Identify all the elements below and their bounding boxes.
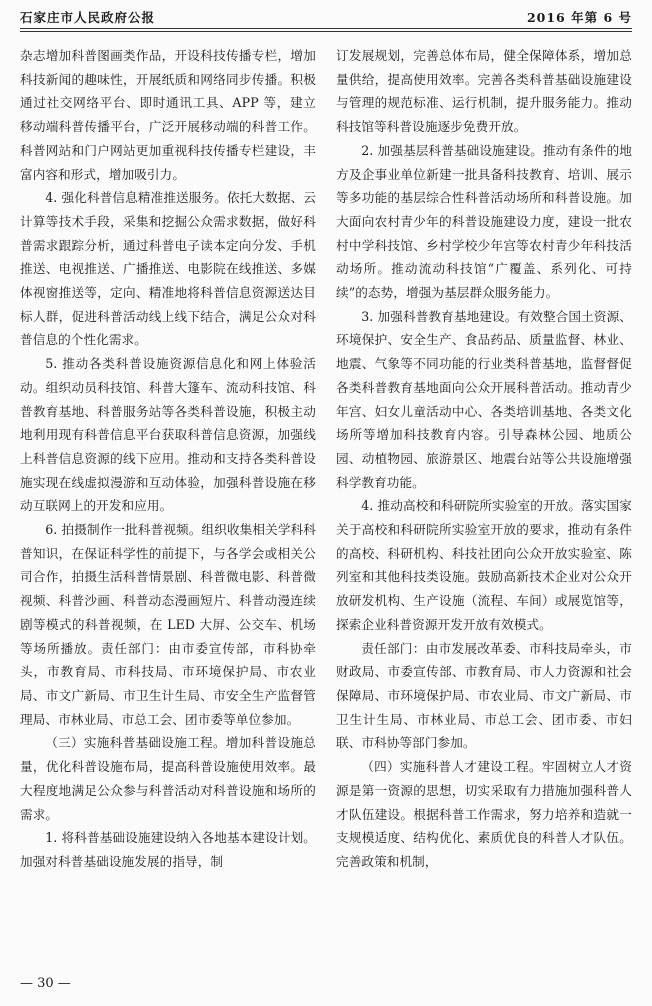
paragraph: 2. 加强基层科普基础设施建设。推动有条件的地方及企事业单位新建一批具备科技教育、培训、展示等多功能的基层综合性科普活动场所和科普设施。加大面向农村青少年的科普设施建设力度，建设一批农村中学科技馆、乡村学校少年宫等农村青少年科技活动场所。推动流动科技馆“广覆盖、系列化、可持续”的态势，增强为基层群众服务能力。 — [336, 142, 632, 301]
page-header — [20, 8, 632, 38]
paragraph: 杂志增加科普图画类作品，开设科技传播专栏，增加科技新闻的趣味性，开展纸质和网络同步传播。积极通过社交网络平台、即时通讯工具、APP 等，建立移动端科普传播平台，广泛开展移动端的科普工作。科普网站和门户网站更加重视科技传播专栏建设，丰富内容和形式，增加吸引力。 — [20, 48, 316, 182]
paragraph: 3. 加强科普教育基地建设。有效整合国土资源、环境保护、安全生产、食品药品、质量监督、林业、地震、气象等不同功能的行业类科普基地，监督督促各类科普教育基地面向公众开展科普活动。推动青少年宫、妇女儿童活动中心、各类培训基地、各类文化场所等增加科技教育内容。引导森林公园、地质公园、动植物园、旅游景区、地震台站等公共设施增强科学教育功能。 — [336, 308, 632, 490]
paragraph: 1. 将科普基础设施建设纳入各地基本建设计划。加强对科普基础设施发展的指导，制 — [20, 830, 316, 869]
header-rule — [20, 28, 632, 29]
responsibility-paragraph: 责任部门：由市发展改革委、市科技局牵头，市财政局、市委宣传部、市教育局、市人力资源和社会保障局、市环境保护局、市农业局、市文广新局、市卫生计生局、市林业局、市总工会、团市委、市妇联、市科协等部门参加。 — [336, 640, 632, 751]
issue-number: 2016 年第 6 号 — [526, 10, 632, 25]
right-column — [336, 44, 632, 969]
left-column — [20, 44, 316, 969]
paragraph: 订发展规划，完善总体布局，健全保障体系，增加总量供给，提高使用效率。完善各类科普基础设施建设与管理的规范标准、运行机制，提升服务能力。推动科技馆等科普设施逐步免费开放。 — [336, 48, 632, 135]
paragraph: 4. 推动高校和科研院所实验室的开放。落实国家关于高校和科研院所实验室开放的要求，推动有条件的高校、科研机构、科技社团向公众开放实验室、陈列室和其他科技类设施。鼓励高新技术企业对公众开放研发机构、生产设施（流程、车间）或展览馆等，探索企业科普资源开发开放有效模式。 — [336, 498, 632, 632]
paragraph: 5. 推动各类科普设施资源信息化和网上体验活动。组织动员科技馆、科普大篷车、流动科技馆、科普教育基地、科普服务站等各类科普设施，积极主动地利用现有科普信息平台获取科普信息资源，加强线上科普信息资源的线下应用。推动和支持各类科普设施实现在线虚拟漫游和互动体验，加强科普设施在移动互联网上的开发和应用。 — [20, 356, 316, 514]
section-heading-paragraph: （四）实施科普人才建设工程。牢固树立人才资源是第一资源的思想，切实采取有力措施加强科普人才队伍建设。根据科普工作需求，努力培养和造就一支规模适度、结构优化、素质优良的科普人才队伍。完善政策和机制， — [336, 759, 632, 869]
paragraph: 6. 拍摄制作一批科普视频。组织收集相关学科科普知识，在保证科学性的前提下，与各学会或相关公司合作，拍摄生活科普情景剧、科普微电影、科普微视频、科普沙画、科普动态漫画短片、科普动漫连续剧等模式的科普视频，在 LED 大屏、公交车、机场等场所播放。责任部门：由市委宣传部，市科协牵头，市教育局、市科技局、市环境保护局、市农业局、市文广新局、市卫生计生局、市安全生产监督管理局、市林业局、市总工会、团市委等单位参加。 — [20, 522, 316, 727]
paragraph: 4. 强化科普信息精准推送服务。依托大数据、云计算等技术手段，采集和挖掘公众需求数据，做好科普需求跟踪分析，通过科普电子读本定向分发、手机推送、电视推送、广播推送、电影院在线推送、多媒体视窗推送等，定向、精准地将科普信息资源送达目标人群，促进科普活动线上线下结合，满足公众对科普信息的个性化需求。 — [20, 190, 316, 348]
publication-title: 石家庄市人民政府公报 — [20, 10, 156, 25]
page-number: — 30 — — [20, 976, 71, 991]
section-heading-paragraph: （三）实施科普基础设施工程。增加科普设施总量，优化科普设施布局，提高科普设施使用效率。最大程度地满足公众参与科普活动对科普设施和场所的需求。 — [20, 735, 316, 822]
header-rule-thin — [20, 31, 632, 32]
